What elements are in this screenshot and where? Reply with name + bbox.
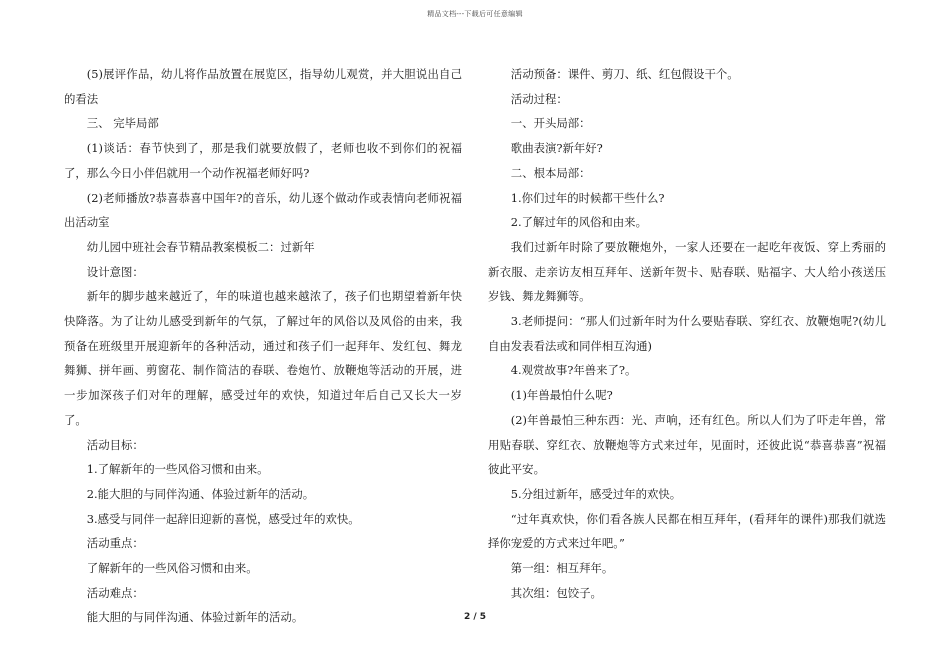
paragraph: 能大胆的与同伴沟通、体验过新年的活动。 — [86, 610, 304, 625]
section-heading: 二、根本局部： — [510, 165, 591, 180]
section-heading: 活动过程： — [510, 91, 568, 106]
paragraph: (2)老师播放?恭喜恭喜中国年?的音乐，幼儿逐个做动作或表情向老师祝福出活动室 — [64, 190, 462, 230]
paragraph: (5)展评作品，幼儿将作品放置在展览区，指导幼儿观赏，并大胆说出自己的看法 — [64, 67, 462, 106]
list-item: 3.老师提问：“那人们过新年时为什么要贴春联、穿红衣、放鞭炮呢?(幼儿自由发表看法或和同伴相互沟通) — [488, 314, 886, 353]
section-heading: 设计意图： — [86, 264, 144, 279]
section-heading: 一、开头局部： — [510, 116, 591, 131]
document-subtitle: 幼儿园中班社会春节精品教案模板二：过新年 — [86, 239, 315, 254]
right-column — [488, 62, 886, 605]
paragraph: 其次组：包饺子。 — [510, 585, 602, 600]
paragraph: 活动预备：课件、剪刀、纸、红包假设干个。 — [510, 67, 739, 81]
list-item: 3.感受与同伴一起辞旧迎新的喜悦，感受过年的欢快。 — [86, 511, 360, 526]
section-heading: 活动重点： — [86, 536, 144, 551]
paragraph: (1)谈话：春节快到了，那是我们就要放假了，老师也收不到你们的祝福了，那么今日小伴侣就用一个动作祝福老师好吗? — [64, 141, 462, 180]
paragraph: 第一组：相互拜年。 — [510, 561, 614, 576]
list-item: (1)年兽最怕什么呢? — [510, 388, 613, 403]
section-heading: 三、 完毕局部 — [86, 116, 159, 131]
list-item: 2.能大胆的与同伴沟通、体验过新年的活动。 — [86, 486, 315, 501]
list-item: 2.了解过年的风俗和由来。 — [510, 215, 647, 230]
paragraph: 新年的脚步越来越近了，年的味道也越来越浓了，孩子们也期望着新年快快降落。为了让幼儿感受到新年的气氛，了解过年的风俗以及风俗的由来，我预备在班级里开展迎新年的各种活动，通过和孩子们一起拜年、发红包、舞龙舞狮、拼年画、剪窗花、制作简洁的春联、卷炮竹、放鞭炮等活动的开展，进一步加深孩子们对年的理解，感受过年的欢快，知道过年后自己又长大一岁了。 — [64, 289, 462, 427]
page-number: 2 / 5 — [463, 612, 487, 622]
list-item: 5.分组过新年，感受过年的欢快。 — [510, 486, 682, 501]
list-item: 1.了解新年的一些风俗习惯和由来。 — [86, 462, 269, 477]
left-column — [64, 62, 462, 630]
list-item: 4.观赏故事?年兽来了?。 — [510, 363, 637, 378]
paragraph: 歌曲表演?新年好? — [510, 141, 603, 156]
paragraph: 我们过新年时除了要放鞭炮外，一家人还要在一起吃年夜饭、穿上秀丽的新衣服、走亲访友相互拜年、送新年贺卡、贴春联、贴福字、大人给小孩送压岁钱、舞龙舞狮等。 — [488, 239, 886, 304]
paragraph: “过年真欢快，你们看各族人民都在相互拜年，(看拜年的课件)那我们就选择你宠爱的方式来过年吧。” — [488, 511, 886, 551]
list-item: (2)年兽最怕三种东西：光、声响，还有红色。所以人们为了吓走年兽，常用贴春联、穿红衣、放鞭炮等方式来过年，见面时，还彼此说“恭喜恭喜”祝福彼此平安。 — [488, 412, 886, 477]
paragraph: 了解新年的一些风俗习惯和由来。 — [86, 561, 258, 576]
list-item: 1.你们过年的时候都干些什么? — [510, 190, 665, 205]
section-heading: 活动目标： — [86, 437, 144, 452]
section-heading: 活动难点： — [86, 585, 144, 600]
page-header: 精品文档---下载后可任意编辑 — [427, 10, 523, 18]
